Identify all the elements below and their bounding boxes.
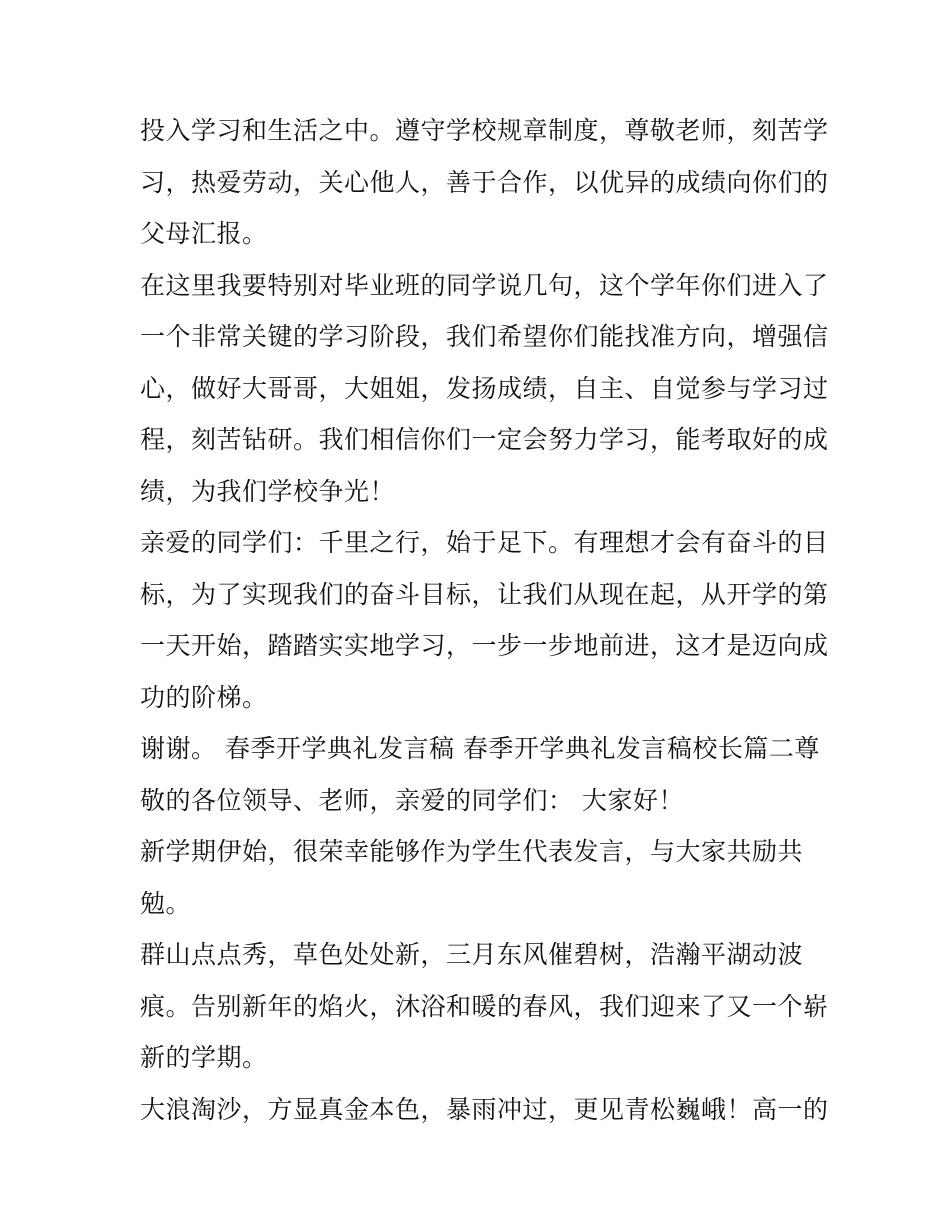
text-line: 绩，为我们学校争光！ [140,476,396,506]
text-line: 一个非常关键的学习阶段，我们希望你们能找准方向，增强信 [140,322,829,351]
text-line: 投入学习和生活之中。遵守学校规章制度，尊敬老师，刻苦学 [140,116,829,145]
text-line: 亲爱的同学们：千里之行，始于足下。有理想才会有奋斗的目 [140,528,829,557]
text-line: 敬的各位领导、老师，亲爱的同学们： 大家好！ [140,785,684,815]
document-body-text [140,105,829,1135]
text-line: 标，为了实现我们的奋斗目标，让我们从现在起，从开学的第 [140,579,829,609]
text-line: 在这里我要特别对毕业班的同学说几句，这个学年你们进入了 [140,270,829,300]
text-line: 新学期伊始，很荣幸能够作为学生代表发言，与大家共励共 [140,837,804,866]
text-line: 一天开始，踏踏实实地学习，一步一步地前进，这才是迈向成 [140,631,829,660]
text-line: 父母汇报。 [140,219,268,248]
text-line: 新的学期。 [140,1043,268,1072]
text-line: 大浪淘沙，方显真金本色，暴雨冲过，更见青松巍峨！高一的 [140,1094,829,1124]
text-line: 勉。 [140,888,192,918]
text-line: 痕。告别新年的焰火，沐浴和暖的春风，我们迎来了又一个崭 [140,991,829,1021]
text-line: 群山点点秀，草色处处新，三月东风催碧树，浩瀚平湖动波 [140,940,804,969]
text-line: 谢谢。 春季开学典礼发言稿 春季开学典礼发言稿校长篇二尊 [140,734,820,763]
text-line: 程，刻苦钻研。我们相信你们一定会努力学习，能考取好的成 [140,425,829,454]
text-line: 习，热爱劳动，关心他人，善于合作，以优异的成绩向你们的 [140,167,829,197]
text-line: 心，做好大哥哥，大姐姐，发扬成绩，自主、自觉参与学习过 [140,373,829,403]
text-line: 功的阶梯。 [140,682,268,712]
